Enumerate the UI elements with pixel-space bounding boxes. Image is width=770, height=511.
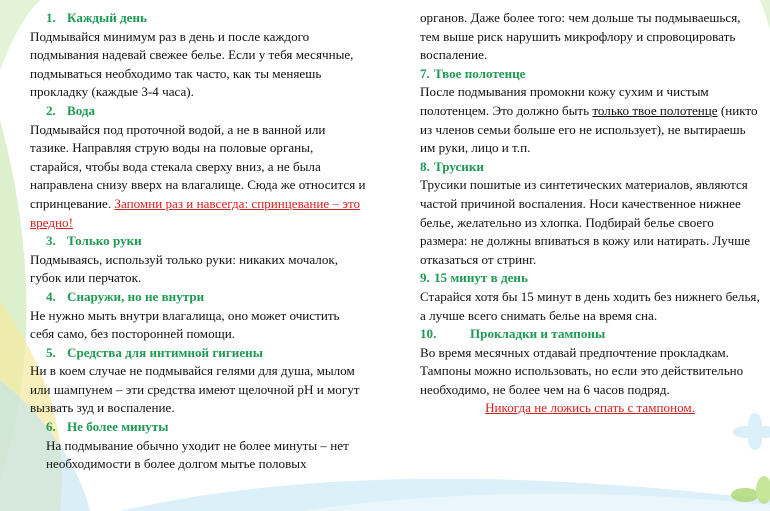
flower-blue [733, 413, 770, 450]
section-10-text: Во время месячных отдавай предпочтение прокладкам. Тампоны можно использовать, но если это действительно необходимо, не более чем на 6 часов подряд. [420, 344, 744, 397]
tampon-warning: Никогда не ложись спать с тампоном. [485, 400, 695, 416]
section-2-heading: 2. Вода [46, 102, 96, 118]
section-2-text [30, 121, 366, 233]
section-3-text: Подмываясь, используй только руки: никаких мочалок, губок или перчаток. [30, 251, 339, 286]
right-column [420, 9, 760, 418]
douching-warning: Запомни раз и навсегда: спринцевание – это вредно! [30, 195, 361, 230]
section-4-heading: 4. Снаружи, но не внутри [46, 288, 205, 304]
section-7-text: После подмывания промокни кожу сухим и чистым полотенцем. Это должно быть только твое полотенце (никто из членов семьи больше его не использует), не вытираешь им руки, лицо и т.п. [420, 84, 758, 156]
section-3-heading: 3. Только руки [46, 233, 142, 249]
section-6-heading: 6. Не более минуты [46, 419, 169, 435]
section-8-heading: 8. Трусики [420, 158, 484, 174]
section-8-text: Трусики пошитые из синтетических материалов, являются частой причиной воспаления. Носи качественное нижнее белье, желательно из хлопка. Подбирай белье своего размера: не должны впиваться в кожу или натирать. Лучше отказаться от стринг. [420, 177, 751, 267]
leaf-green [731, 476, 770, 504]
section-7-heading: 7. Твое полотенце [420, 65, 526, 81]
swirl-right-top [760, 0, 770, 30]
section-1-heading: 1. Каждый день [46, 10, 147, 25]
section-9-text: Старайся хотя бы 15 минут в день ходить без нижнего белья, а лучше всего снимать белье на время сна. [420, 288, 760, 323]
section-10-heading: 10. Прокладки и тампоны [420, 326, 606, 342]
section-4-text: Не нужно мыть внутри влагалища, оно может очистить себя само, без посторонней помощи. [30, 307, 340, 342]
section-9-heading: 9. 15 минут в день [420, 270, 528, 286]
section-6-continuation: органов. Даже более того: чем дольше ты подмываешься, тем выше риск нарушить микрофлору и спровоцировать воспаление. [420, 10, 741, 63]
section-5-text: Ни в коем случае не подмывайся гелями для душа, мылом или шампунем – эти средства имеют щелочной pH и могут вызвать зуд и воспаление. [30, 363, 360, 416]
section-6-text: На подмывание обычно уходит не более минуты – нет необходимости в более долгом мытье половых [46, 437, 349, 472]
section-5-heading: 5. Средства для интимной гигиены [46, 344, 263, 360]
left-column [30, 9, 366, 474]
section-1-text: Подмывайся минимум раз в день и после каждого подмывания надевай свежее белье. Если у тебя месячные, подмываться необходимо так часто, как ты меняешь прокладку (каждые 3-4 часа). [30, 28, 354, 100]
own-towel-emphasis: только твое полотенце [592, 102, 718, 118]
section-2-body: Подмывайся под проточной водой, а не в ванной или тазике. Направляя струю воды на половые органы, старайся, чтобы вода стекала сверху вниз, а не была направлена снизу вверх на влагалище. Сюда же относится и спринцевание. [30, 121, 366, 211]
